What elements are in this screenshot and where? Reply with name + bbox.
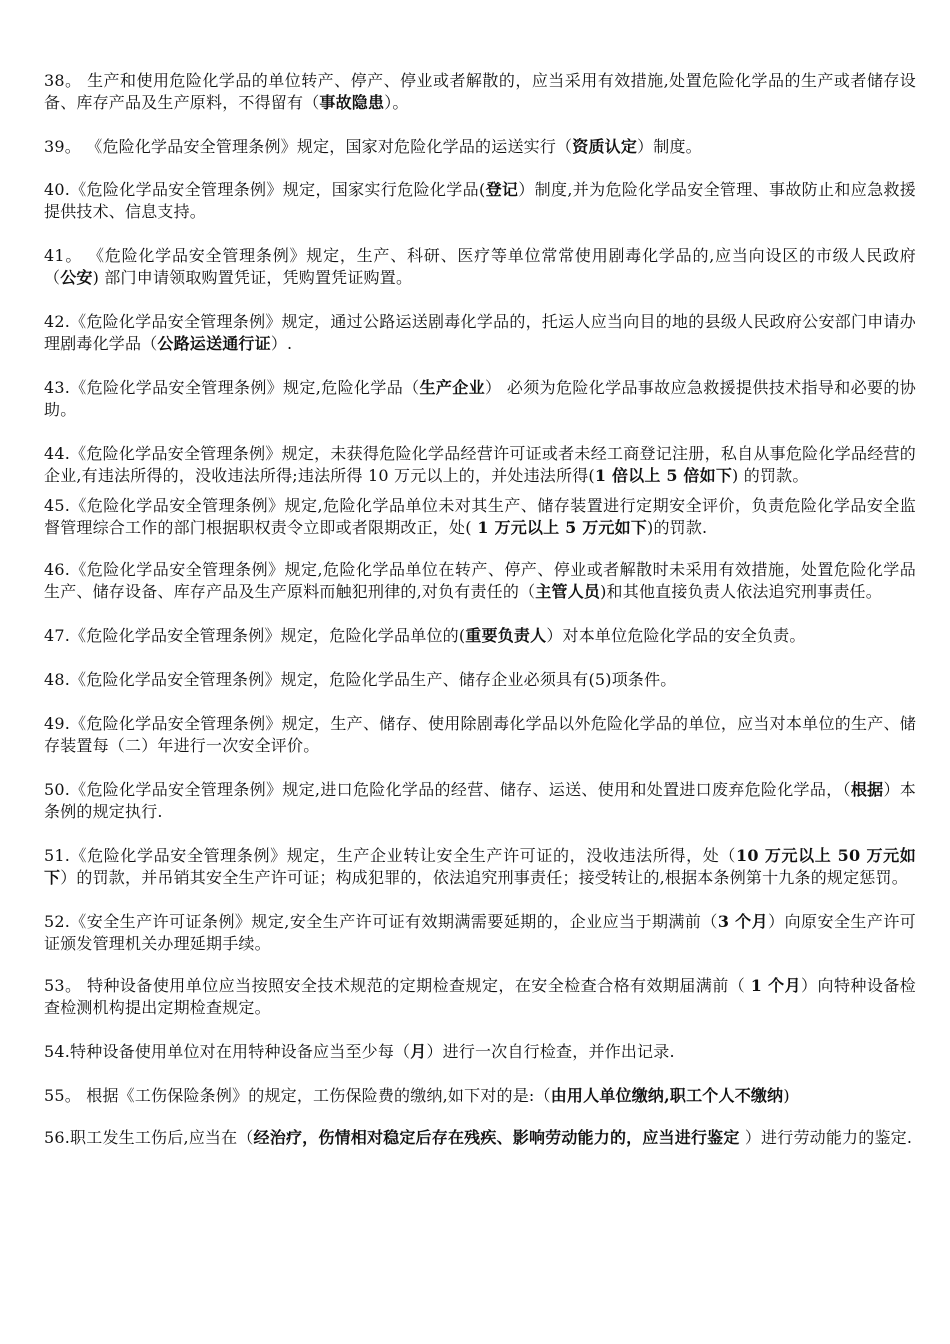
answer-text: 重要负责人	[465, 626, 547, 645]
question-text: 41。 《危险化学品安全管理条例》规定，生产、科研、医疗等单位常常使用剧毒化学品的,应当向设区的市级人民政府（	[44, 246, 916, 287]
question-q48	[44, 669, 916, 691]
answer-text: 根据	[850, 780, 884, 799]
question-q56	[44, 1127, 916, 1149]
question-text: 47.《危险化学品安全管理条例》规定，危险化学品单位的(	[44, 626, 466, 645]
question-text: ）向特种设备检查检测机构提出定期检查规定。	[44, 976, 916, 1017]
answer-text: 登记	[485, 180, 519, 199]
question-q42	[44, 311, 916, 355]
question-text: 40.《危险化学品安全管理条例》规定，国家实行危险化学品(	[44, 180, 486, 199]
question-q51	[44, 845, 916, 889]
answer-text: 1 万元以上 5 万元如下	[471, 518, 648, 537]
question-q47	[44, 625, 916, 647]
answer-text: 经治疗，伤情相对稳定后存在残疾、影响劳动能力的，应当进行鉴定	[253, 1128, 740, 1147]
answer-text: 10 万元以上 50 万元如下	[44, 846, 917, 887]
question-text: ) 部门申请领取购置凭证，凭购置凭证购置。	[92, 268, 413, 287]
question-text: 46.《危险化学品安全管理条例》规定,危险化学品单位在转产、停产、停业或者解散时未采用有效措施，处置危险化学品生产、储存设备、库存产品及生产原料而触犯刑律的,对负有责任的（	[44, 560, 916, 601]
question-text: 42.《危险化学品安全管理条例》规定，通过公路运送剧毒化学品的，托运人应当向目的地的县级人民政府公安部门申请办理剧毒化学品（	[44, 312, 916, 353]
question-text: ）进行劳动能力的鉴定.	[739, 1128, 913, 1147]
question-q52	[44, 911, 916, 955]
question-text: 44.《危险化学品安全管理条例》规定，未获得危险化学品经营许可证或者未经工商登记注册，私自从事危险化学品经营的企业,有违法所得的，没收违法所得;违法所得 10 万元以上的，并处违法所得(	[44, 444, 916, 485]
question-q45	[44, 495, 916, 539]
question-q38	[44, 70, 916, 114]
question-text: ）.	[270, 334, 293, 353]
document-page	[44, 50, 916, 1149]
question-text: 43.《危险化学品安全管理条例》规定,危险化学品（	[44, 378, 420, 397]
question-text: 53。 特种设备使用单位应当按照安全技术规范的定期检查规定，在安全检查合格有效期届满前（	[44, 976, 751, 995]
answer-text: 公路运送通行证	[157, 334, 271, 353]
answer-text: 事故隐患	[319, 93, 385, 112]
answer-text: 资质认定	[572, 137, 638, 156]
question-q41	[44, 245, 916, 289]
question-text: )的罚款.	[647, 518, 708, 537]
question-text: )	[783, 1086, 790, 1105]
question-text: 38。 生产和使用危险化学品的单位转产、停产、停业或者解散的，应当采用有效措施,处置危险化学品的生产或者储存设备、库存产品及生产原料，不得留有（	[44, 71, 916, 112]
answer-text: 公安	[60, 268, 93, 287]
question-q43	[44, 377, 916, 421]
question-text: 50.《危险化学品安全管理条例》规定,进口危险化学品的经营、储存、运送、使用和处置进口废弃危险化学品，（	[44, 780, 851, 799]
question-text: 39。 《危险化学品安全管理条例》规定，国家对危险化学品的运送实行（	[44, 137, 573, 156]
question-text: 54.特种设备使用单位对在用特种设备应当至少每（	[44, 1042, 411, 1061]
question-q53	[44, 975, 916, 1019]
answer-text: 月	[410, 1042, 427, 1061]
question-q40	[44, 179, 916, 223]
question-q55	[44, 1085, 916, 1107]
question-q44	[44, 443, 916, 487]
question-text: ）对本单位危险化学品的安全负责。	[546, 626, 806, 645]
question-q46	[44, 559, 916, 603]
question-text: ）的罚款，并吊销其安全生产许可证；构成犯罪的，依法追究刑事责任；接受转让的,根据本条例第十九条的规定惩罚。	[60, 868, 908, 887]
question-text: ） 必须为危险化学品事故应急救援提供技术指导和必要的协助。	[44, 378, 916, 419]
question-text: 45.《危险化学品安全管理条例》规定,危险化学品单位未对其生产、储存装置进行定期安全评价，负责危险化学品安全监督管理综合工作的部门根据职权责令立即或者限期改正，处(	[44, 496, 916, 537]
answer-text: 生产企业	[419, 378, 485, 397]
question-text: ）。	[384, 93, 409, 112]
question-text: 56.职工发生工伤后,应当在（	[44, 1128, 254, 1147]
answer-text: 1 倍以上 5 倍如下	[594, 466, 733, 485]
question-q50	[44, 779, 916, 823]
question-text: ) 的罚款。	[732, 466, 809, 485]
question-q39	[44, 136, 916, 158]
question-text: 52.《安全生产许可证条例》规定,安全生产许可证有效期满需要延期的，企业应当于期满前（	[44, 912, 718, 931]
answer-text: 3 个月	[717, 912, 769, 931]
question-q54	[44, 1041, 916, 1063]
answer-text: 1 个月	[750, 976, 802, 995]
answer-text: 主管人员	[535, 582, 601, 601]
question-text: ）制度,并为危险化学品安全管理、事故防止和应急救援提供技术、信息支持。	[44, 180, 916, 221]
question-text: ）本条例的规定执行.	[44, 780, 917, 821]
question-text: 51.《危险化学品安全管理条例》规定，生产企业转让安全生产许可证的，没收违法所得，处（	[44, 846, 737, 865]
question-text: 48.《危险化学品安全管理条例》规定，危险化学品生产、储存企业必须具有(5)项条件。	[44, 670, 677, 689]
answer-text: 由用人单位缴纳,职工个人不缴纳	[550, 1086, 784, 1105]
question-text: )和其他直接负责人依法追究刑事责任。	[600, 582, 882, 601]
question-q49	[44, 713, 916, 757]
question-text: ）向原安全生产许可证颁发管理机关办理延期手续。	[44, 912, 916, 953]
question-text: ）制度。	[637, 137, 702, 156]
question-text: ）进行一次自行检查，并作出记录.	[426, 1042, 675, 1061]
question-text: 55。 根据《工伤保险条例》的规定，工伤保险费的缴纳,如下对的是:（	[44, 1086, 551, 1105]
question-text: 49.《危险化学品安全管理条例》规定，生产、储存、使用除剧毒化学品以外危险化学品的单位，应当对本单位的生产、储存装置每（二）年进行一次安全评价。	[44, 714, 916, 755]
